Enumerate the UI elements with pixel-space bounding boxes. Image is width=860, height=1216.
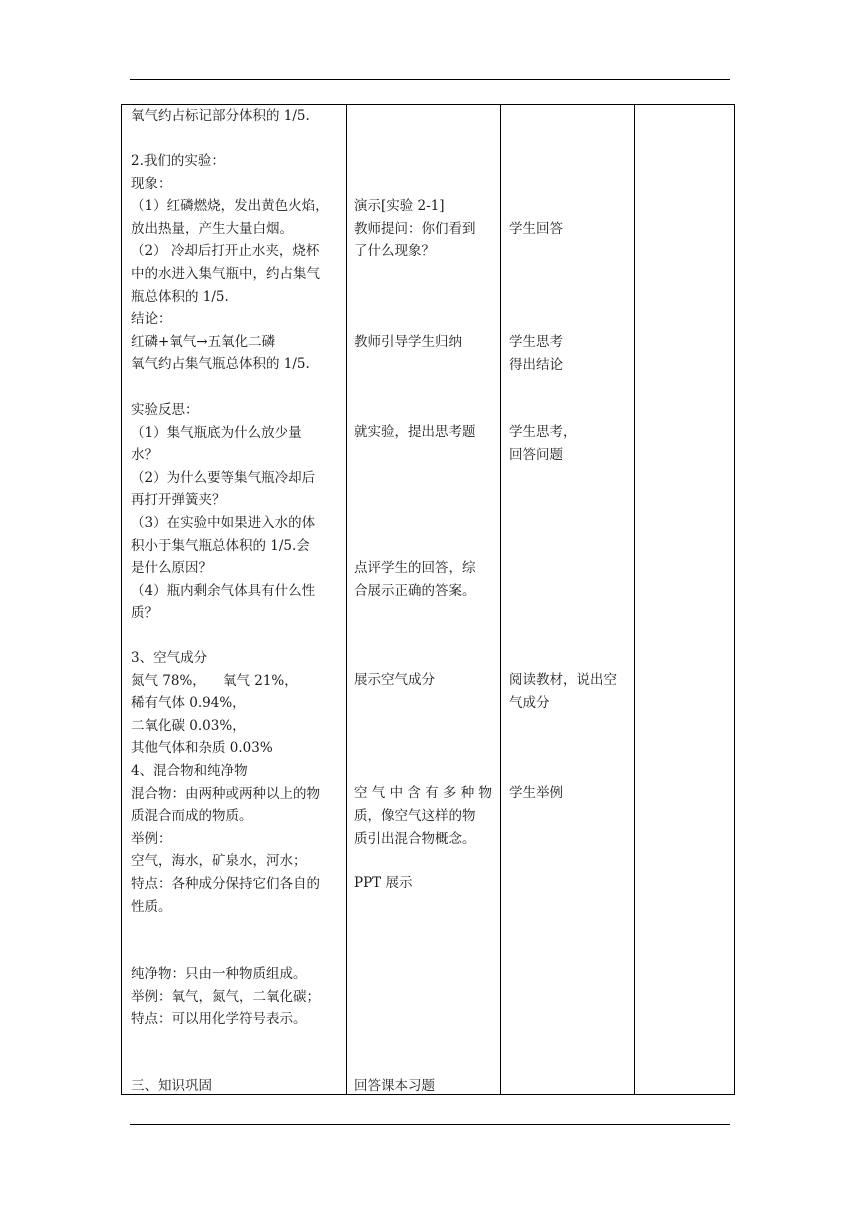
text-line: 教师引导学生归纳 (354, 334, 462, 350)
text-line: 展示空气成分 (354, 672, 435, 688)
text-line: 三、知识巩固 (131, 1078, 212, 1094)
text-line: 空气，海水，矿泉水，河水； (131, 853, 307, 870)
student-give-examples (509, 782, 563, 805)
content-column (122, 105, 347, 1094)
header-rule (130, 79, 730, 80)
teacher-show-air-composition (354, 669, 435, 692)
text-line: 阅读教材，说出空 (509, 672, 617, 688)
text-line: （2）为什么要等集气瓶冷却后 (131, 469, 316, 486)
text-line: PPT 展示 (354, 875, 413, 891)
student-think-conclude (509, 331, 563, 376)
oxygen-volume-note (131, 105, 310, 128)
text-line: （3）在实验中如果进入水的体 (131, 514, 316, 531)
text-line: （2） 冷却后打开止水夹，烧杯 (131, 243, 320, 260)
teacher-comment-answers (354, 557, 476, 602)
text-line: 性质。 (131, 898, 172, 915)
teacher-reflection-questions (354, 421, 476, 444)
teacher-mixture-concept-line1: 空气中含有多种物 (354, 785, 492, 801)
text-line: 质，像空气这样的物 (354, 808, 476, 824)
text-line: 特点：可以用化学符号表示。 (131, 1011, 307, 1028)
knowledge-review-heading (131, 1075, 212, 1098)
text-line: 氧气约占标记部分体积的 1/5. (131, 108, 310, 124)
text-line: （1）红磷燃烧，发出黄色火焰， (131, 198, 329, 215)
text-line: 质混合而成的物质。 (131, 808, 253, 825)
text-line: 就实验，提出思考题 (354, 424, 476, 440)
text-line: 中的水进入集气瓶中，约占集气 (131, 265, 320, 282)
text-line: 实验反思： (131, 402, 199, 418)
text-line: 气成分 (509, 694, 550, 711)
text-line: 演示[实验 2-1] (354, 198, 445, 214)
teacher-guide-summary (354, 331, 462, 354)
footer-rule (130, 1124, 730, 1125)
text-line: 举例： (131, 830, 172, 847)
text-line: 是什么原因？ (131, 560, 212, 577)
air-composition-and-mixtures (131, 647, 320, 918)
text-line: 二氧化碳 0.03%， (131, 717, 246, 734)
student-answer (509, 218, 563, 241)
text-line: 回答问题 (509, 446, 563, 463)
text-line: 得出结论 (509, 356, 563, 373)
student-activity-column (501, 105, 635, 1094)
text-line: 3、空气成分 (131, 650, 208, 666)
text-line: 稀有气体 0.94%， (131, 695, 246, 712)
text-line: 氧气约占集气瓶总体积的 1/5. (131, 356, 310, 373)
student-think-answer (509, 421, 577, 466)
text-line: 积小于集气瓶总体积的 1/5.会 (131, 537, 310, 554)
text-line: 了什么现象？ (354, 243, 435, 260)
text-line: 放出热量，产生大量白烟。 (131, 220, 293, 237)
text-line: 再打开弹簧夹？ (131, 492, 226, 509)
text-line: （4）瓶内剩余气体具有什么性 (131, 582, 316, 599)
text-line: 教师提问：你们看到 (354, 220, 476, 237)
student-read-textbook (509, 669, 617, 714)
teacher-demo-question (354, 195, 476, 263)
pure-substance-section (131, 963, 320, 1031)
experiment-reflection (131, 399, 315, 625)
text-line: 回答课本习题 (354, 1078, 435, 1094)
text-line: 氮气 78%， 氧气 21%， (131, 672, 298, 689)
text-line: 合展示正确的答案。 (354, 582, 476, 599)
teacher-ppt-show (354, 872, 412, 895)
text-line: 混合物：由两种或两种以上的物 (131, 785, 320, 802)
lesson-plan-table (121, 104, 735, 1095)
teacher-mixture-concept (354, 805, 476, 850)
text-line: 学生回答 (509, 221, 563, 237)
text-line: 其他气体和杂质 0.03% (131, 740, 273, 757)
text-line: 学生思考， (509, 424, 577, 440)
teacher-exercise (354, 1075, 435, 1098)
text-line: 质引出混合物概念。 (354, 830, 476, 847)
teacher-activity-column (347, 105, 501, 1094)
text-line: 纯净物：只由一种物质组成。 (131, 966, 307, 982)
text-line: 点评学生的回答，综 (354, 560, 476, 576)
text-line: （1）集气瓶底为什么放少量 (131, 424, 302, 441)
text-line: 学生思考 (509, 334, 563, 350)
text-line: 2.我们的实验： (131, 153, 225, 169)
experiment-section (131, 150, 329, 376)
text-line: 学生举例 (509, 785, 563, 801)
text-line: 红磷+氧气→五氧化二磷 (131, 333, 276, 350)
text-line: 4、混合物和纯净物 (131, 762, 248, 779)
text-line: 特点：各种成分保持它们各自的 (131, 875, 320, 892)
text-line: 水？ (131, 447, 158, 464)
text-line: 举例：氧气，氮气，二氧化碳； (131, 988, 320, 1005)
text-line: 质？ (131, 605, 158, 622)
text-line: 结论： (131, 311, 172, 328)
text-line: 现象： (131, 175, 172, 192)
text-line: 瓶总体积的 1/5. (131, 288, 229, 305)
